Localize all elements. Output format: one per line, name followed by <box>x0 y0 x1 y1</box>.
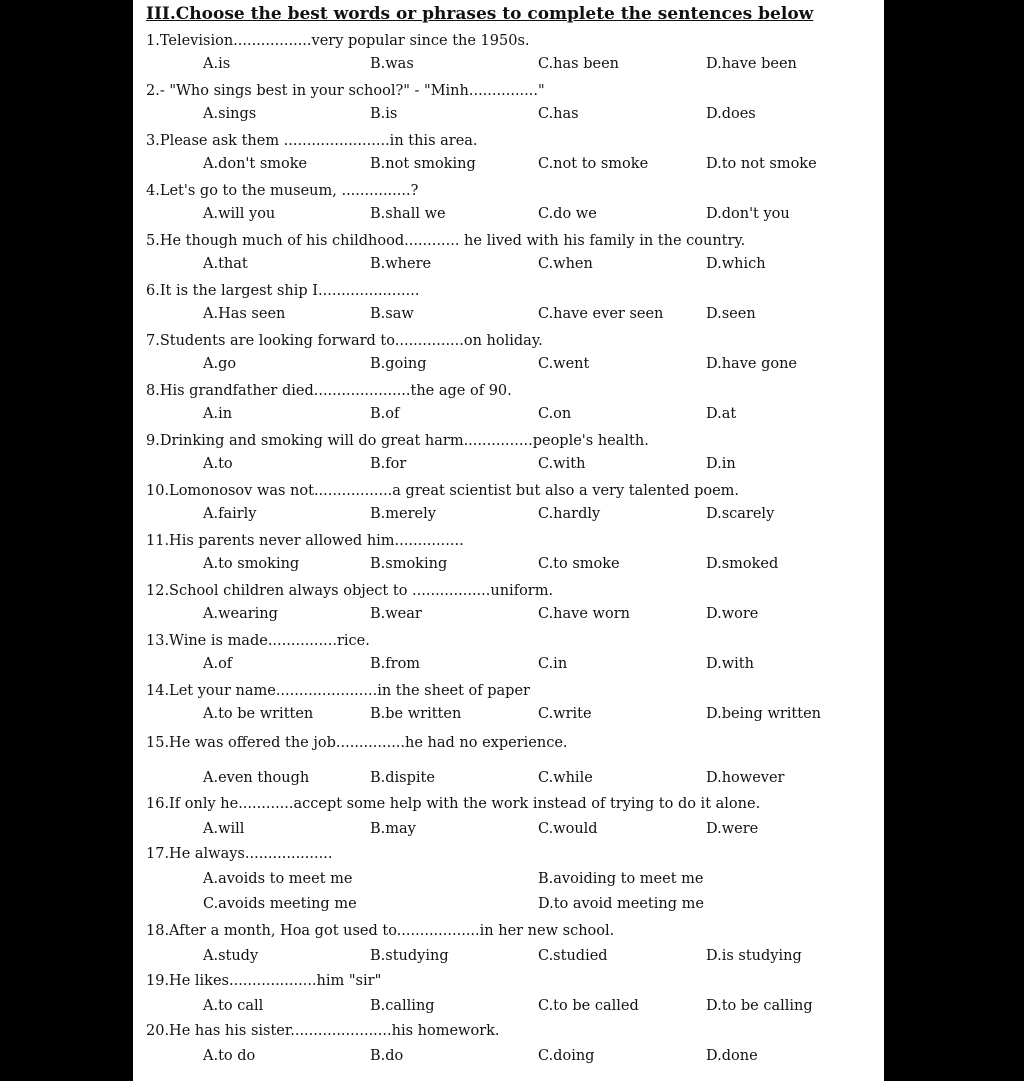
answer-option: C.have worn <box>538 606 630 622</box>
answer-option: A.to smoking <box>203 556 300 572</box>
answer-option: B.avoiding to meet me <box>538 871 704 887</box>
answer-option: B.saw <box>370 306 414 322</box>
answer-option: A.to do <box>203 1048 256 1064</box>
answer-option: D.were <box>706 821 759 837</box>
answer-option: C.to smoke <box>538 556 620 572</box>
answer-option: D.done <box>706 1048 758 1064</box>
answer-option: B.be written <box>370 706 462 722</box>
answer-option: D.to not smoke <box>706 156 817 172</box>
answer-option: D.at <box>706 406 737 422</box>
question-text: 3.Please ask them .......................in this area. <box>146 133 478 149</box>
answer-option: A.go <box>203 356 237 372</box>
answer-option: C.to be called <box>538 998 639 1014</box>
answer-option: B.where <box>370 256 432 272</box>
answer-option: D.does <box>706 106 756 122</box>
answer-option: C.in <box>538 656 568 672</box>
answer-option: B.merely <box>370 506 436 522</box>
answer-option: D.to be calling <box>706 998 813 1014</box>
answer-option: C.avoids meeting me <box>203 896 357 912</box>
answer-option: B.do <box>370 1048 404 1064</box>
answer-option: C.on <box>538 406 572 422</box>
question-text: 5.He though much of his childhood............ he lived with his family in the country. <box>146 233 746 249</box>
answer-option: A.don't smoke <box>203 156 308 172</box>
answer-option: A.to <box>203 456 233 472</box>
answer-option: A.avoids to meet me <box>203 871 353 887</box>
question-text: 2.- "Who sings best in your school?" - "Minh..............." <box>146 83 545 99</box>
answer-option: A.wearing <box>203 606 278 622</box>
answer-option: B.going <box>370 356 427 372</box>
answer-option: A.fairly <box>203 506 257 522</box>
answer-option: D.with <box>706 656 754 672</box>
answer-option: B.for <box>370 456 407 472</box>
question-text: 7.Students are looking forward to...............on holiday. <box>146 333 543 349</box>
question-text: 9.Drinking and smoking will do great harm...............people's health. <box>146 433 649 449</box>
answer-option: D.smoked <box>706 556 779 572</box>
answer-option: D.in <box>706 456 736 472</box>
answer-option: C.do we <box>538 206 597 222</box>
worksheet-page <box>133 0 884 1081</box>
answer-option: B.smoking <box>370 556 448 572</box>
question-text: 19.He likes...................him "sir" <box>146 973 382 989</box>
question-text: 10.Lomonosov was not.................a great scientist but also a very talented poem. <box>146 483 740 499</box>
answer-option: B.is <box>370 106 398 122</box>
answer-option: C.not to smoke <box>538 156 649 172</box>
question-text: 15.He was offered the job...............he had no experience. <box>146 735 568 751</box>
question-text: 12.School children always object to .................uniform. <box>146 583 554 599</box>
question-text: 13.Wine is made...............rice. <box>146 633 370 649</box>
answer-option: B.of <box>370 406 400 422</box>
answer-option: D.scarely <box>706 506 775 522</box>
answer-option: C.has <box>538 106 579 122</box>
question-text: 8.His grandfather died.....................the age of 90. <box>146 383 512 399</box>
answer-option: D.have been <box>706 56 797 72</box>
answer-option: B.wear <box>370 606 422 622</box>
question-text: 17.He always................... <box>146 846 333 862</box>
question-text: 1.Television.................very popular since the 1950s. <box>146 33 530 49</box>
question-text: 11.His parents never allowed him............... <box>146 533 464 549</box>
answer-option: C.studied <box>538 948 608 964</box>
answer-option: C.write <box>538 706 592 722</box>
answer-option: C.went <box>538 356 590 372</box>
answer-option: B.was <box>370 56 414 72</box>
answer-option: D.being written <box>706 706 822 722</box>
answer-option: D.which <box>706 256 766 272</box>
answer-option: D.seen <box>706 306 756 322</box>
answer-option: B.not smoking <box>370 156 476 172</box>
answer-option: C.when <box>538 256 593 272</box>
question-text: 6.It is the largest ship I...................... <box>146 283 420 299</box>
answer-option: D.don't you <box>706 206 790 222</box>
answer-option: A.that <box>203 256 248 272</box>
answer-option: D.is studying <box>706 948 802 964</box>
answer-option: B.dispite <box>370 770 435 786</box>
answer-option: C.hardly <box>538 506 601 522</box>
answer-option: A.to be written <box>203 706 314 722</box>
answer-option: A.is <box>203 56 231 72</box>
answer-option: A.in <box>203 406 233 422</box>
answer-option: B.calling <box>370 998 435 1014</box>
answer-option: C.while <box>538 770 593 786</box>
answer-option: C.doing <box>538 1048 595 1064</box>
question-text: 4.Let's go to the museum, ...............? <box>146 183 419 199</box>
question-text: 20.He has his sister......................his homework. <box>146 1023 500 1039</box>
answer-option: A.study <box>203 948 259 964</box>
answer-option: A.will <box>203 821 245 837</box>
answer-option: B.may <box>370 821 416 837</box>
answer-option: A.Has seen <box>203 306 286 322</box>
answer-option: B.studying <box>370 948 449 964</box>
answer-option: A.will you <box>203 206 276 222</box>
question-text: 16.If only he............accept some help with the work instead of trying to do it alone. <box>146 796 761 812</box>
answer-option: D.wore <box>706 606 759 622</box>
answer-option: C.with <box>538 456 586 472</box>
answer-option: D.to avoid meeting me <box>538 896 704 912</box>
answer-option: B.from <box>370 656 421 672</box>
answer-option: D.however <box>706 770 785 786</box>
answer-option: C.has been <box>538 56 620 72</box>
answer-option: D.have gone <box>706 356 798 372</box>
answer-option: A.sings <box>203 106 257 122</box>
answer-option: C.have ever seen <box>538 306 664 322</box>
answer-option: B.shall we <box>370 206 446 222</box>
answer-option: A.to call <box>203 998 264 1014</box>
answer-option: A.even though <box>203 770 310 786</box>
answer-option: C.would <box>538 821 598 837</box>
question-text: 18.After a month, Hoa got used to..................in her new school. <box>146 923 615 939</box>
section-title: III.Choose the best words or phrases to complete the sentences below <box>146 4 814 24</box>
question-text: 14.Let your name......................in the sheet of paper <box>146 683 530 699</box>
answer-option: A.of <box>203 656 233 672</box>
